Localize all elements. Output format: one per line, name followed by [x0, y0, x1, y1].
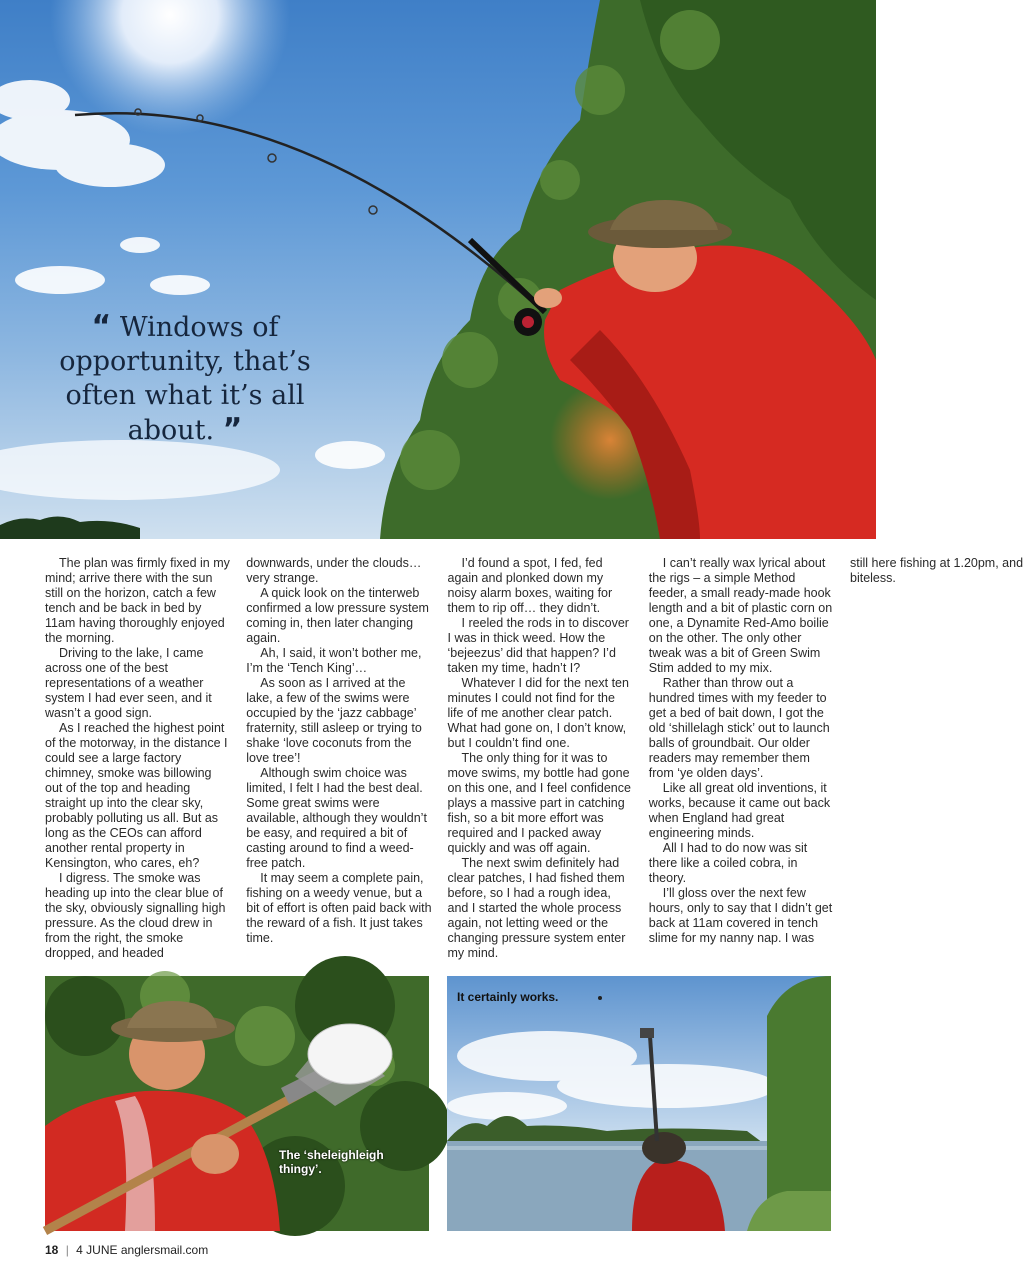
open-quote-mark: “: [91, 309, 112, 344]
article-paragraph: It may seem a complete pain, fishing on a weedy venue, but a bit of effort is often paid back with the reward of a fish. It just takes time.: [246, 871, 432, 945]
article-paragraph: The next swim definitely had clear patches, I had fished them before, so I had a rough idea, and I started the whole process again, not letting weed or the changing pressure system enter my mind.: [447, 856, 626, 960]
article-paragraph: Ah, I said, it won’t bother me, I’m the ‘Tench King’…: [246, 646, 422, 675]
article-paragraph: Whatever I did for the next ten minutes I could not find for the life of me another clear patch. What had gone on, I don’t know, but I couldn’t find one.: [447, 676, 629, 750]
article-paragraph: The plan was firmly fixed in my mind; arrive there with the sun still on the horizon, catch a few tench and be back in bed by 11am having thoroughly enjoyed the morning.: [45, 556, 230, 645]
photo-illustration-left: [45, 976, 429, 1231]
page-number: 18: [45, 1243, 59, 1257]
article-paragraph: A quick look on the tinterweb confirmed a low pressure system coming in, then later changing again.: [246, 586, 429, 645]
article-paragraph: Driving to the lake, I came across one of the best representations of a weather system I had ever seen, and it wasn’t a good sign.: [45, 646, 212, 720]
photo-caption-left: The ‘sheleighleigh thingy’.: [279, 1148, 384, 1176]
article-paragraph: As soon as I arrived at the lake, a few of the swims were occupied by the ‘jazz cabbage’ fraternity, still asleep or trying to shake ‘love coconuts from the love tree’!: [246, 676, 422, 765]
article-paragraph: I reeled the rods in to discover I was in thick weed. How the ‘bejeezus’ did that happen? I’d taken my time, hadn’t I?: [447, 616, 629, 675]
article-paragraph: As I reached the highest point of the motorway, in the distance I could see a large factory chimney, smoke was billowing out of the top and heading straight up into the clear sky, probably polluting us all. But as long as the CEOs can afford another rental property in Kensington, who cares, eh?: [45, 721, 228, 870]
article-paragraph: Rather than throw out a hundred times with my feeder to get a bed of bait down, I got the old ‘shillelagh stick’ out to launch balls of groundbait. Our older readers may remember them from ‘ye olden days’.: [648, 676, 830, 780]
photo-casting-over-lake: [447, 976, 831, 1231]
article-paragraph: I can’t really wax lyrical about the rigs – a simple Method feeder, a small ready-made hook length and a bit of plastic corn on one, a Dynamite Red-Amo boilie on the other. The only other tweak was a bit of Green Swim Stim added to my mix.: [648, 556, 833, 675]
page-footer: [45, 1243, 208, 1257]
article-paragraph: The only thing for it was to move swims, my bottle had gone on this one, and I feel confidence plays a massive part in catching fish, so a bit more effort was required and I packed away quickly and was off again.: [447, 751, 631, 855]
article-paragraph: I digress. The smoke was heading up into the clear blue of the sky, obviously signalling high pressure. As the cloud drew in from the right, the smoke dropped, and headed downwards, under the clouds… very strange.: [45, 556, 422, 960]
close-quote-mark: ”: [222, 412, 243, 447]
issue-date: 4 JUNE: [76, 1243, 118, 1257]
article-paragraph: Although swim choice was limited, I felt I had the best deal. Some great swims were available, although they wouldn’t be easy, and required a bit of casting around to find a weed-free patch.: [246, 766, 427, 870]
article-body: [45, 556, 1024, 968]
hero-photo-illustration: [0, 0, 876, 539]
site-url: anglersmail.com: [120, 1243, 209, 1257]
footer-separator: |: [65, 1243, 69, 1257]
hero-photo: [0, 0, 876, 539]
article-paragraph: Like all great old inventions, it works, because it came out back when England had great engineering minds.: [648, 781, 831, 840]
article-paragraph: I’d found a spot, I fed, fed again and plonked down my noisy alarm boxes, waiting for them to rip off… they didn’t.: [447, 556, 613, 615]
article-paragraph: I’ll gloss over the next few hours, only to say that I didn’t get back at 11am covered in tench slime for my nanny nap. I was still here fishing at 1.20pm, and biteless.: [648, 556, 1024, 945]
article-paragraph: All I had to do now was sit there like a coiled cobra, in theory.: [648, 841, 808, 885]
pull-quote: [30, 310, 340, 448]
pull-quote-text: Windows of opportunity, that’s often what it’s all about.: [59, 312, 311, 446]
photo-caption-right: It certainly works.: [457, 990, 559, 1004]
photo-illustration-right: [447, 976, 831, 1231]
photo-angler-with-catapult: [45, 976, 429, 1231]
